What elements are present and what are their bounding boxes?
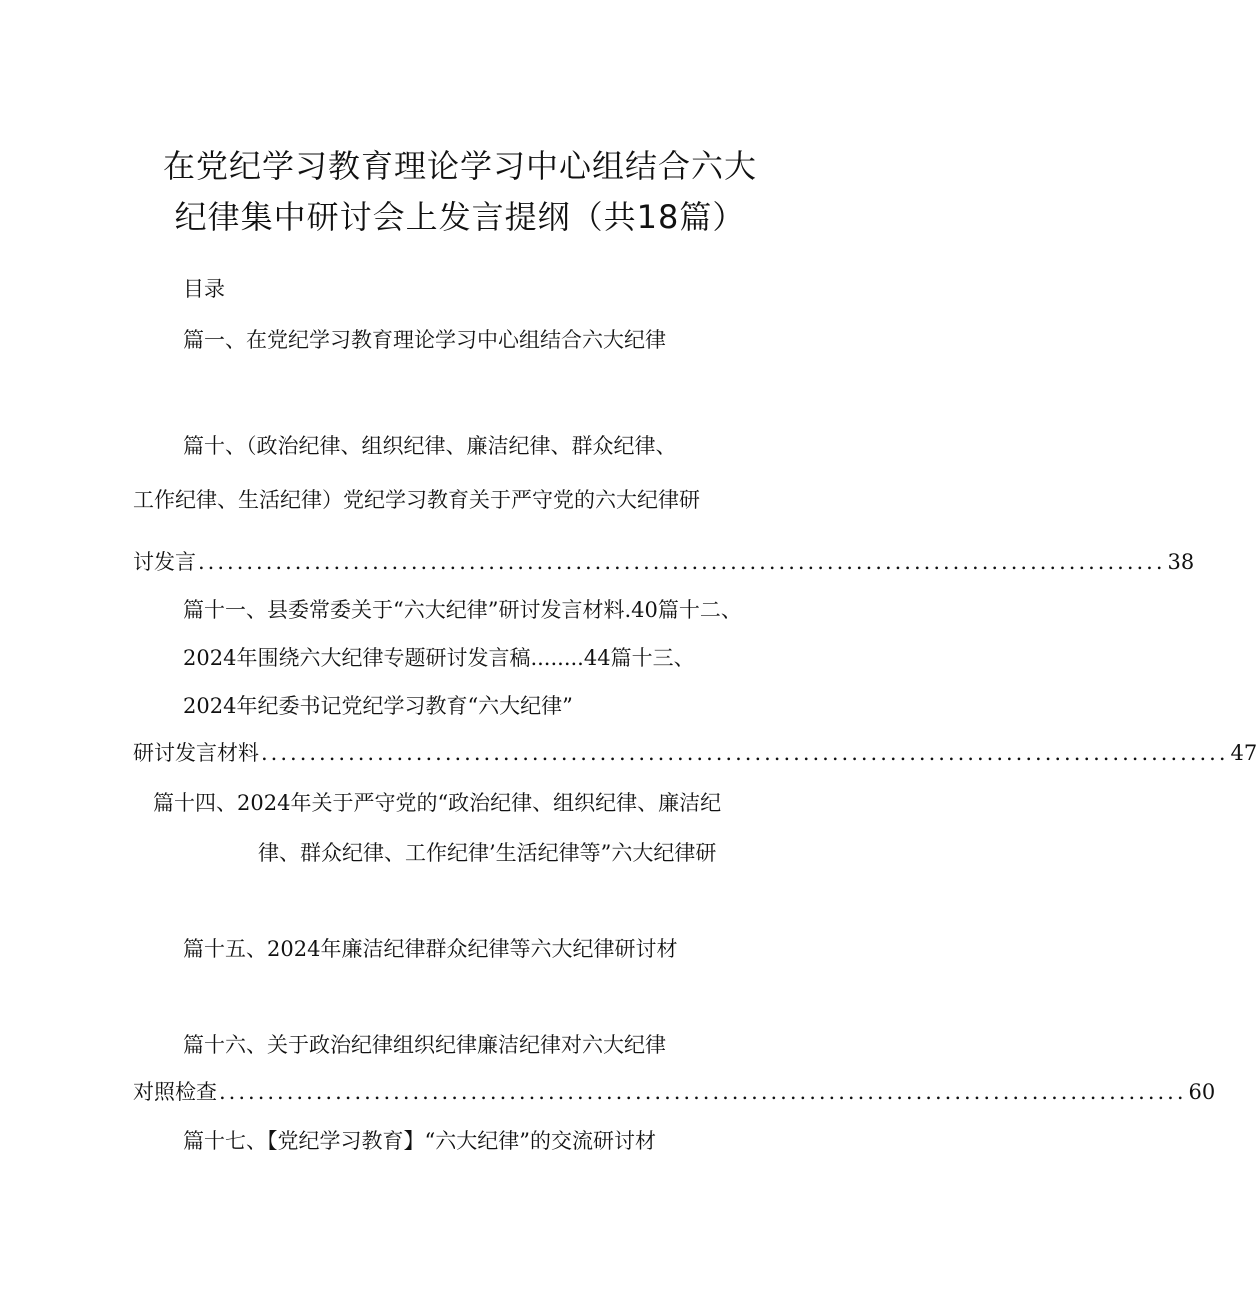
document-title-line-1: 在党纪学习教育理论学习中心组结合六大 xyxy=(162,147,757,185)
dot-leader: .................................................................................................... xyxy=(198,550,1166,574)
toc-entry-10-line-1: 篇十、（政治纪律、组织纪律、廉洁纪律、群众纪律、 xyxy=(183,434,677,458)
dot-leader: .................................................................................................... xyxy=(219,1080,1187,1104)
toc-entry-11: 篇十一、县委常委关于“六大纪律”研讨发言材料.40篇十二、 xyxy=(183,598,742,622)
toc-heading: 目录 xyxy=(183,277,225,301)
toc-entry-text: 对照检查 xyxy=(133,1080,217,1104)
page-number: 38 xyxy=(1167,550,1195,574)
toc-entry-13-line-2 xyxy=(133,738,1257,768)
toc-entry-10-line-2: 工作纪律、生活纪律）党纪学习教育关于严守党的六大纪律研 xyxy=(133,488,700,512)
dot-leader: .................................................................................................... xyxy=(261,741,1229,765)
toc-entry-16-line-1: 篇十六、关于政治纪律组织纪律廉洁纪律对六大纪律 xyxy=(183,1033,666,1057)
toc-entry-1: 篇一、在党纪学习教育理论学习中心组结合六大纪律 xyxy=(183,328,666,352)
page-number: 60 xyxy=(1188,1080,1216,1104)
toc-entry-16-line-2 xyxy=(133,1077,1216,1107)
toc-entry-text: 研讨发言材料 xyxy=(133,741,259,765)
toc-entry-10-line-3 xyxy=(133,547,1195,577)
toc-entry-14-line-2: 律、群众纪律、工作纪律’生活纪律等”六大纪律研 xyxy=(258,841,717,865)
toc-entry-17: 篇十七、【党纪学习教育】“六大纪律”的交流研讨材 xyxy=(183,1129,656,1153)
toc-entry-12: 2024年围绕六大纪律专题研讨发言稿........44篇十三、 xyxy=(183,646,695,670)
toc-entry-15: 篇十五、2024年廉洁纪律群众纪律等六大纪律研讨材 xyxy=(183,937,678,961)
toc-entry-13-line-1: 2024年纪委书记党纪学习教育“六大纪律” xyxy=(183,694,573,718)
page-number: 47 xyxy=(1230,741,1257,765)
toc-entry-14-line-1: 篇十四、2024年关于严守党的“政治纪律、组织纪律、廉洁纪 xyxy=(153,791,722,815)
toc-entry-text: 讨发言 xyxy=(133,550,196,574)
document-title-line-2: 纪律集中研讨会上发言提纲（共18篇） xyxy=(174,198,746,236)
